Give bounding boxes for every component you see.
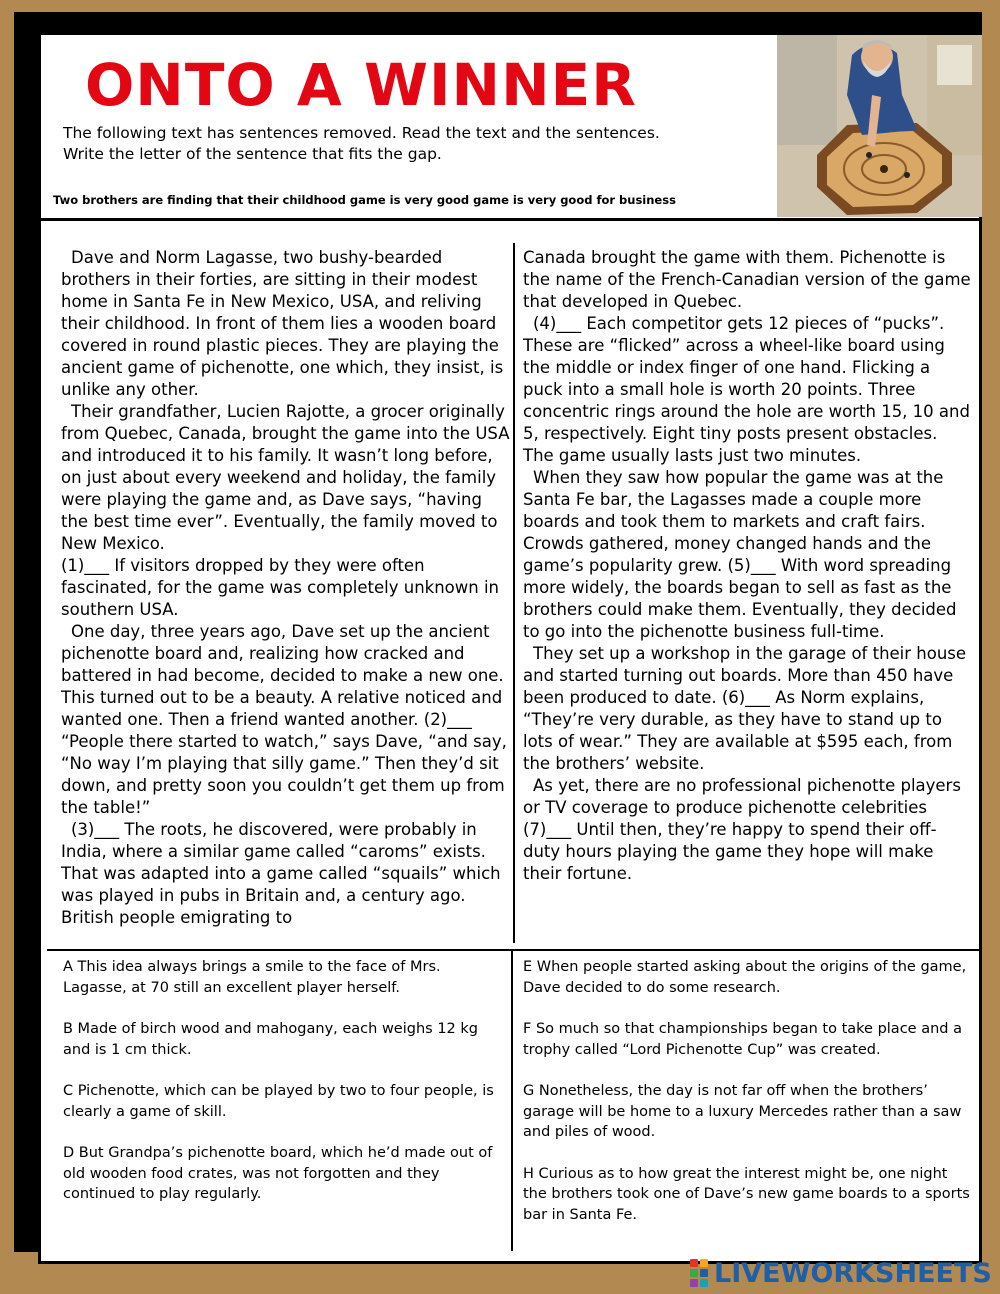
options-divider [47, 949, 981, 951]
article-paragraph: They set up a workshop in the garage of their house and started turning out boards. More than 450 have been produced to date. (6)___ As Norm explains, “They’re very durable, as they have to stand up to lots of wear.” They are available at $595 each, from the brothers’ website. [523, 644, 967, 773]
article-column-left [61, 247, 511, 929]
option-d: D But Grandpa’s pichenotte board, which he’d made out of old wooden food crates, was not forgotten and they continued to play regularly. [63, 1145, 493, 1202]
instructions-line-1: The following text has sentences removed. Read the text and the sentences. [63, 124, 660, 142]
pichenotte-photo [777, 35, 982, 217]
option-c: C Pichenotte, which can be played by two to four people, is clearly a game of skill. [63, 1083, 494, 1120]
instructions [63, 123, 763, 165]
logo-squares-icon [690, 1259, 708, 1287]
option-b: B Made of birch wood and mahogany, each weighs 12 kg and is 1 cm thick. [63, 1021, 478, 1058]
article-paragraph: As yet, there are no professional pichenotte players or TV coverage to produce pichenotte celebrities (7)___ Until then, they’re happy to spend their off-duty hours playing the game they hope will make their fortune. [523, 776, 961, 883]
options-column-left [63, 957, 503, 1226]
article-paragraph: When they saw how popular the game was at the Santa Fe bar, the Lagasses made a couple more boards and took them to markets and craft fairs. Crowds gathered, money changed hands and the game’s popularity grew. (5)___ With word spreading more widely, the boards began to sell as fast as the brothers could make them. Eventually, they decided to go into the pichenotte business full-time. [523, 468, 957, 641]
instructions-line-2: Write the letter of the sentence that fits the gap. [63, 145, 442, 163]
worksheet-frame [14, 12, 982, 1252]
article-paragraph: Their grandfather, Lucien Rajotte, a grocer originally from Quebec, Canada, brought the game into the USA and introduced it to his family. It wasn’t long before, on just about every weekend and holiday, the family were playing the game and, as Dave says, “having the best time ever”. Eventually, the family moved to New Mexico. [61, 402, 510, 553]
article-paragraph: (1)___ If visitors dropped by they were often fascinated, for the game was completely unknown in southern USA. [61, 556, 500, 619]
subtitle: Two brothers are finding that their childhood game is very good game is very good for business [53, 193, 676, 207]
logo-text: LIVEWORKSHEETS [714, 1257, 992, 1289]
photo-illustration [777, 35, 982, 217]
option-h: H Curious as to how great the interest might be, one night the brothers took one of Dave’s new game boards to a sports bar in Santa Fe. [523, 1165, 970, 1223]
liveworksheets-logo[interactable] [690, 1258, 992, 1288]
article-paragraph: Dave and Norm Lagasse, two bushy-bearded brothers in their forties, are sitting in their modest home in Santa Fe in New Mexico, USA, and reliving their childhood. In front of them lies a wooden board covered in round plastic pieces. They are playing the ancient game of pichenotte, one which, they insist, is unlike any other. [61, 248, 504, 399]
article-paragraph: (4)___ Each competitor gets 12 pieces of “pucks”. These are “flicked” across a wheel-like board using the middle or index finger of one hand. Flicking a puck into a small hole is worth 20 points. Three concentric rings around the hole are worth 15, 10 and 5, respectively. Eight tiny posts present obstacles. The game usually lasts just two minutes. [523, 314, 970, 465]
option-e: E When people started asking about the origins of the game, Dave decided to do some research. [523, 959, 967, 996]
column-divider [513, 243, 515, 943]
article-paragraph: Canada brought the game with them. Pichenotte is the name of the French-Canadian version of the game that developed in Quebec. [523, 248, 971, 311]
article-column-right [523, 247, 973, 885]
page-title: ONTO A WINNER [85, 51, 637, 119]
article-paragraph: One day, three years ago, Dave set up the ancient pichenotte board and, realizing how cracked and battered in had become, decided to make a new one. This turned out to be a beauty. A relative noticed and wanted one. Then a friend wanted another. (2)___ “People there started to watch,” says Dave, “and say, “No way I’m playing that silly game.” Then they’d sit down, and pretty soon you couldn’t get them up from the table!” [61, 622, 507, 817]
worksheet-page [38, 32, 982, 1264]
option-a: A This idea always brings a smile to the face of Mrs. Lagasse, at 70 still an excellent player herself. [63, 959, 441, 996]
option-g: G Nonetheless, the day is not far off when the brothers’ garage will be home to a luxury Mercedes rather than a saw and piles of wood. [523, 1083, 962, 1140]
header-divider [41, 218, 981, 221]
options-column-right [523, 957, 973, 1246]
options-column-divider [511, 951, 513, 1251]
article-paragraph: (3)___ The roots, he discovered, were probably in India, where a similar game called “caroms” exists. That was adapted into a game called “squails” which was played in pubs in Britain and, a century ago. British people emigrating to [61, 820, 501, 927]
option-f: F So much so that championships began to take place and a trophy called “Lord Pichenotte Cup” was created. [523, 1021, 962, 1058]
